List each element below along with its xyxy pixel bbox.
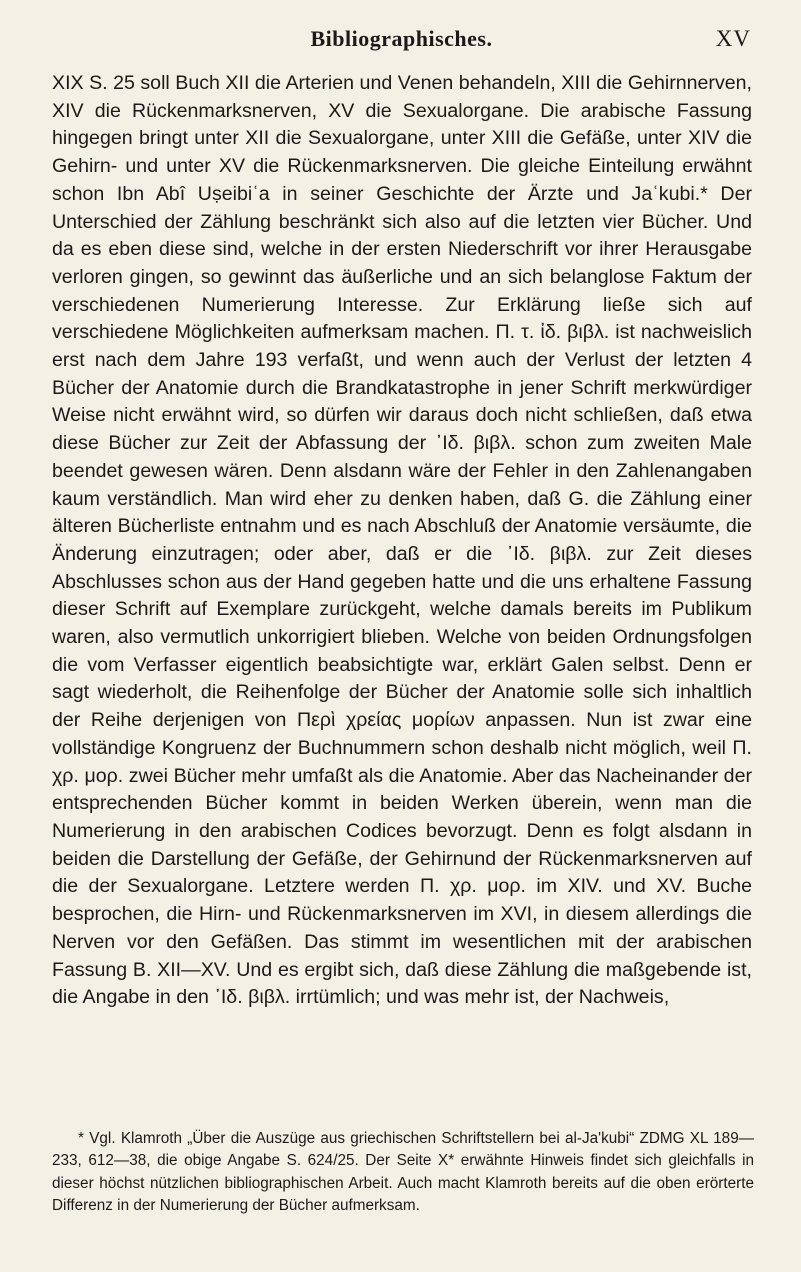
page-number: XV: [715, 26, 751, 51]
footnote-text: * Vgl. Klamroth „Über die Auszüge aus griechischen Schriftstellern bei al-Ja'kubi“ ZDMG XL 189—233, 612—38, die obige Angabe S. 624/25. Der Seite X* erwähnte Hinweis findet sich gleichfalls in dieser höchst nützlichen bibliographischen Arbeit. Auch macht Klamroth bereits auf die oben erörterte Differenz in der Numerierung der Bücher aufmerksam.: [52, 1130, 754, 1214]
main-text: [52, 70, 752, 1012]
footnote: [52, 1128, 754, 1217]
running-title: Bibliographisches.: [310, 26, 493, 51]
body-paragraph: XIX S. 25 soll Buch XII die Arterien und Venen behandeln, XIII die Gehirnnerven, XIV die Rückenmarksnerven, XV die Sexualorgane. Die arabische Fassung hingegen bringt unter XII die Sexualorgane, unter XIII die Gefäße, unter XIV die Gehirn- und unter XV die Rückenmarksnerven. Die gleiche Einteilung erwähnt schon Ibn Abî Uṣeibiʿa in seiner Geschichte der Ärzte und Jaʿkubi.* Der Unterschied der Zählung beschränkt sich also auf die letzten vier Bücher. Und da es eben diese sind, welche in der ersten Niederschrift vor ihrer Herausgabe verloren gingen, so gewinnt das äußerliche und an sich belanglose Faktum der verschiedenen Numerierung Interesse. Zur Erklärung ließe sich auf verschiedene Möglichkeiten aufmerksam machen. Π. τ. ἰδ. βιβλ. ist nachweislich erst nach dem Jahre 193 verfaßt, und wenn auch der Verlust der letzten 4 Bücher der Anatomie durch die Brandkatastrophe in jener Schrift merkwürdiger Weise nicht erwähnt wird, so dürfen wir daraus doch nicht schließen, daß etwa diese Bücher zur Zeit der Abfassung der ᾽Ιδ. βιβλ. schon zum zweiten Male beendet gewesen wären. Denn alsdann wäre der Fehler in den Zahlenangaben kaum verständlich. Man wird eher zu denken haben, daß G. die Zählung einer älteren Bücherliste entnahm und es nach Abschluß der Anatomie versäumte, die Änderung einzutragen; oder aber, daß er die ᾽Ιδ. βιβλ. zur Zeit dieses Abschlusses schon aus der Hand gegeben hatte und die uns erhaltene Fassung dieser Schrift auf Exemplare zurückgeht, welche damals bereits im Publikum waren, also vermutlich unkorrigiert blieben. Welche von beiden Ordnungsfolgen die vom Verfasser eigentlich beabsichtigte war, erklärt Galen selbst. Denn er sagt wiederholt, die Reihenfolge der Bücher der Anatomie solle sich inhaltlich der Reihe derjenigen von Περὶ χρείας μορίων anpassen. Nun ist zwar eine vollständige Kongruenz der Buchnummern schon deshalb nicht möglich, weil Π. χρ. μορ. zwei Bücher mehr umfaßt als die Anatomie. Aber das Nacheinander der entsprechenden Bücher kommt in beiden Werken überein, wenn man die Numerierung in den arabischen Codices bevorzugt. Denn es folgt alsdann in beiden die Darstellung der Gefäße, der Gehirnund der Rückenmarksnerven auf die der Sexualorgane. Letztere werden Π. χρ. μορ. im XIV. und XV. Buche besprochen, die Hirn- und Rückenmarksnerven im XVI, in diesem allerdings die Nerven vor den Gefäßen. Das stimmt im wesentlichen mit der arabischen Fassung B. XII—XV. Und es ergibt sich, daß diese Zählung die maßgebende ist, die Angabe in den ᾽Ιδ. βιβλ. irrtümlich; und was mehr ist, der Nachweis,: [52, 72, 752, 1009]
running-header: [52, 26, 751, 56]
